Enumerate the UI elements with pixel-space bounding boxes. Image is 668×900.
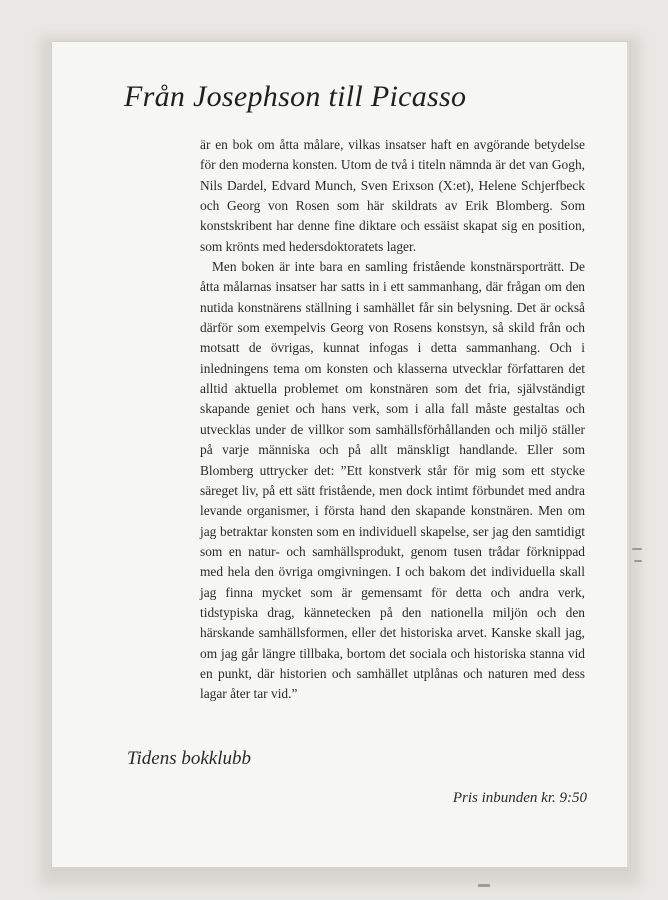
price-label: Pris inbunden kr. 9:50: [452, 790, 587, 806]
blurb-text: [200, 135, 585, 705]
publisher-name: Tidens bokklubb: [127, 748, 252, 769]
book-back-cover: [52, 42, 630, 870]
blurb-paragraph-1: är en bok om åtta målare, vilkas insatser haft en avgörande betydelse för den moderna konsten. Utom de två i titeln nämnda är det van Gogh, Nils Dardel, Edvard Munch, Sven Erixson (X:et), Helene Schjerfbeck och Georg von Rosen som här skildrats av Erik Blomberg. Som konstskribent har denne fine diktare och essäist skapat sig en position, som krönts med hedersdoktoratets lager.: [200, 137, 585, 254]
scuff-mark: [634, 560, 642, 562]
blurb-paragraph-2: Men boken är inte bara en samling fristående konstnärsporträtt. De åtta målarnas insatser har satts in i ett sammanhang, där frågan om den nutida konstnärens ställning i samhället får sin belysning. Det är också därför som exempelvis Georg von Rosens konstsyn, så skild från och motsatt de övrigas, kunnat infogas i detta sammanhang. Och i inledningens tema om konsten och klasserna utvecklar författaren det alltid aktuella problemet om konstnären som det fria, självständigt skapande geniet och hans verk, som i alla fall måste gestaltas och utvecklas under de villkor som samhällsförhållanden och miljö ställer på varje människa och på allt mänskligt handlande. Eller som Blomberg uttrycker det: ”Ett konstverk står för mig som ett stycke säreget liv, på ett sätt fristående, men dock intimt förbundet med andra levande organismer, i första hand den skapande konstnären. Men om jag betraktar konsten som en individuell skapelse, ser jag den samtidigt som en natur- och samhällsprodukt, genom tusen trådar förknippad med hela den övriga omgivningen. I och bakom det individuella skall jag finna mycket som är gemensamt för detta och andra verk, tidstypiska drag, kännetecken på den nationella miljön och den härskande samhällsformen, eller det historiska arvet. Kanske skall jag, om jag går längre tillbaka, bortom det sociala och historiska stanna vid en punkt, där historien och samhället utplånas och naturen med dess lagar åter tar vid.”: [200, 259, 585, 702]
scuff-mark: [632, 548, 642, 550]
scuff-mark: [478, 884, 490, 887]
book-title: Från Josephson till Picasso: [124, 80, 467, 113]
